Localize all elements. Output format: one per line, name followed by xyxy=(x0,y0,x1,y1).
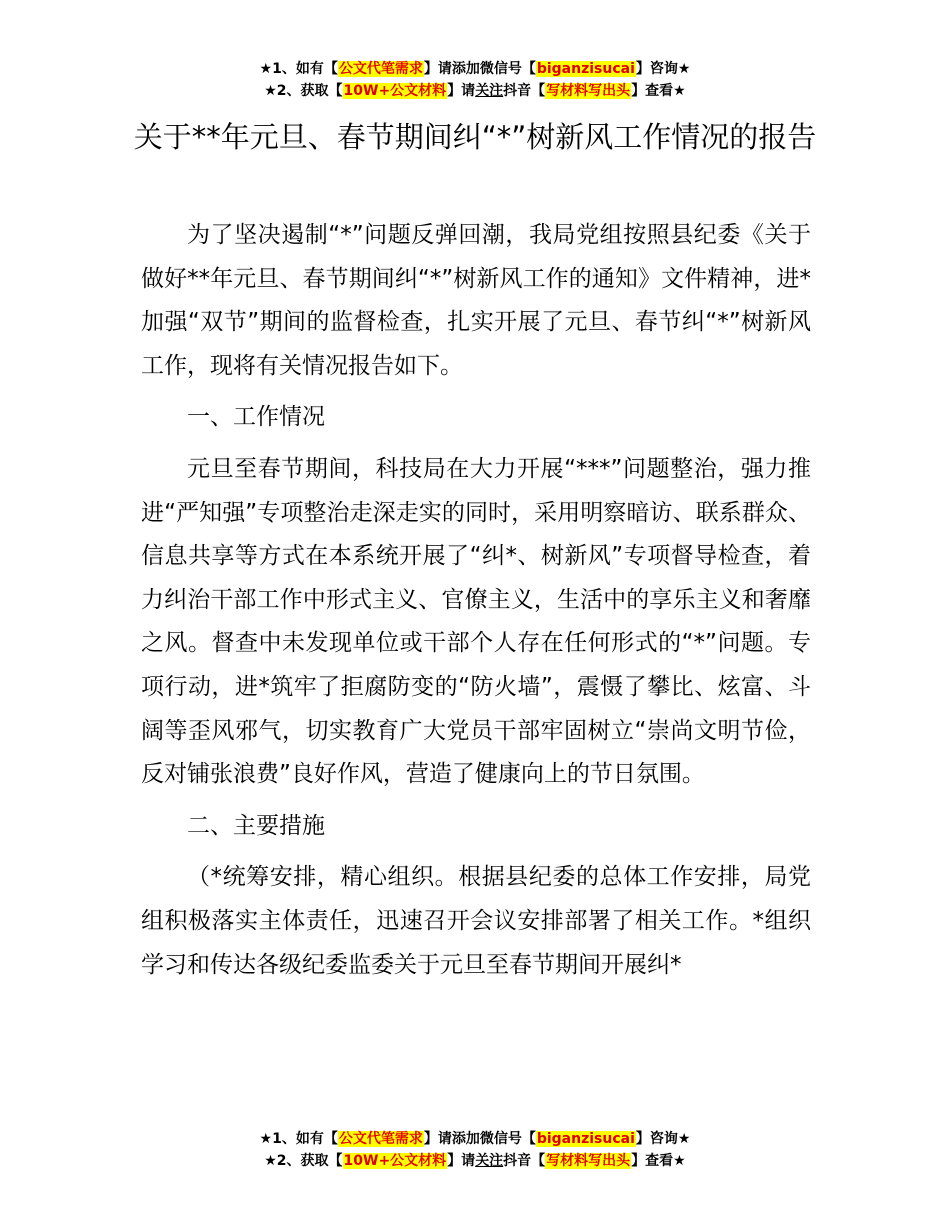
document-body xyxy=(141,214,811,995)
highlight-douyin-id: 写材料写出头 xyxy=(546,83,631,99)
section-heading-measures: 二、主要措施 xyxy=(187,812,325,839)
footer-banner xyxy=(0,1128,950,1172)
underlined-follow: 关注 xyxy=(475,83,504,99)
underlined-follow: 关注 xyxy=(475,1153,504,1169)
banner-line-1: ★1、如有【公文代笔需求】请添加微信号【biganzisucai】咨询★ xyxy=(259,61,691,77)
header-banner xyxy=(0,58,950,102)
highlight-wechat-id: biganzisucai xyxy=(536,1131,635,1147)
highlight-douyin-id: 写材料写出头 xyxy=(546,1153,631,1169)
highlight-service: 公文代笔需求 xyxy=(338,61,423,77)
highlight-materials: 10W+公文材料 xyxy=(343,1153,447,1169)
banner-line-2: ★2、获取【10W+公文材料】请关注抖音【写材料写出头】查看★ xyxy=(264,83,686,99)
document-title: 关于**年元旦、春节期间纠“*”树新风工作情况的报告 xyxy=(133,120,817,154)
intro-paragraph: 为了坚决遏制“*”问题反弹回潮，我局党组按照县纪委《关于做好**年元旦、春节期间纠“*”树新风工作的通知》文件精神，进*加强“双节”期间的监督检查，扎实开展了元旦、春节纠“*”树新风工作，现将有关情况报告如下。 xyxy=(141,222,811,379)
highlight-service: 公文代笔需求 xyxy=(338,1131,423,1147)
banner-line-1: ★1、如有【公文代笔需求】请添加微信号【biganzisucai】咨询★ xyxy=(259,1131,691,1147)
highlight-materials: 10W+公文材料 xyxy=(343,83,447,99)
banner-line-2: ★2、获取【10W+公文材料】请关注抖音【写材料写出头】查看★ xyxy=(264,1153,686,1169)
highlight-wechat-id: biganzisucai xyxy=(536,61,635,77)
section-heading-work-status: 一、工作情况 xyxy=(187,404,325,431)
work-status-paragraph: 元旦至春节期间，科技局在大力开展“***”问题整治，强力推进“严知强”专项整治走深走实的同时，采用明察暗访、联系群众、信息共享等方式在本系统开展了“纠*、树新风”专项督导检查，着力纠治干部工作中形式主义、官僚主义，生活中的享乐主义和奢靡之风。督查中未发现单位或干部个人存在任何形式的“*”问题。专项行动，进*筑牢了拒腐防变的“防火墙”，震慑了攀比、炫富、斗阔等歪风邪气，切实教育广大党员干部牢固树立“崇尚文明节俭，反对铺张浪费”良好作风，营造了健康向上的节日氛围。 xyxy=(141,455,811,788)
measures-paragraph: （*统筹安排，精心组织。根据县纪委的总体工作安排，局党组积极落实主体责任，迅速召开会议安排部署了相关工作。*组织学习和传达各级纪委监委关于元旦至春节期间开展纠* xyxy=(141,864,811,978)
